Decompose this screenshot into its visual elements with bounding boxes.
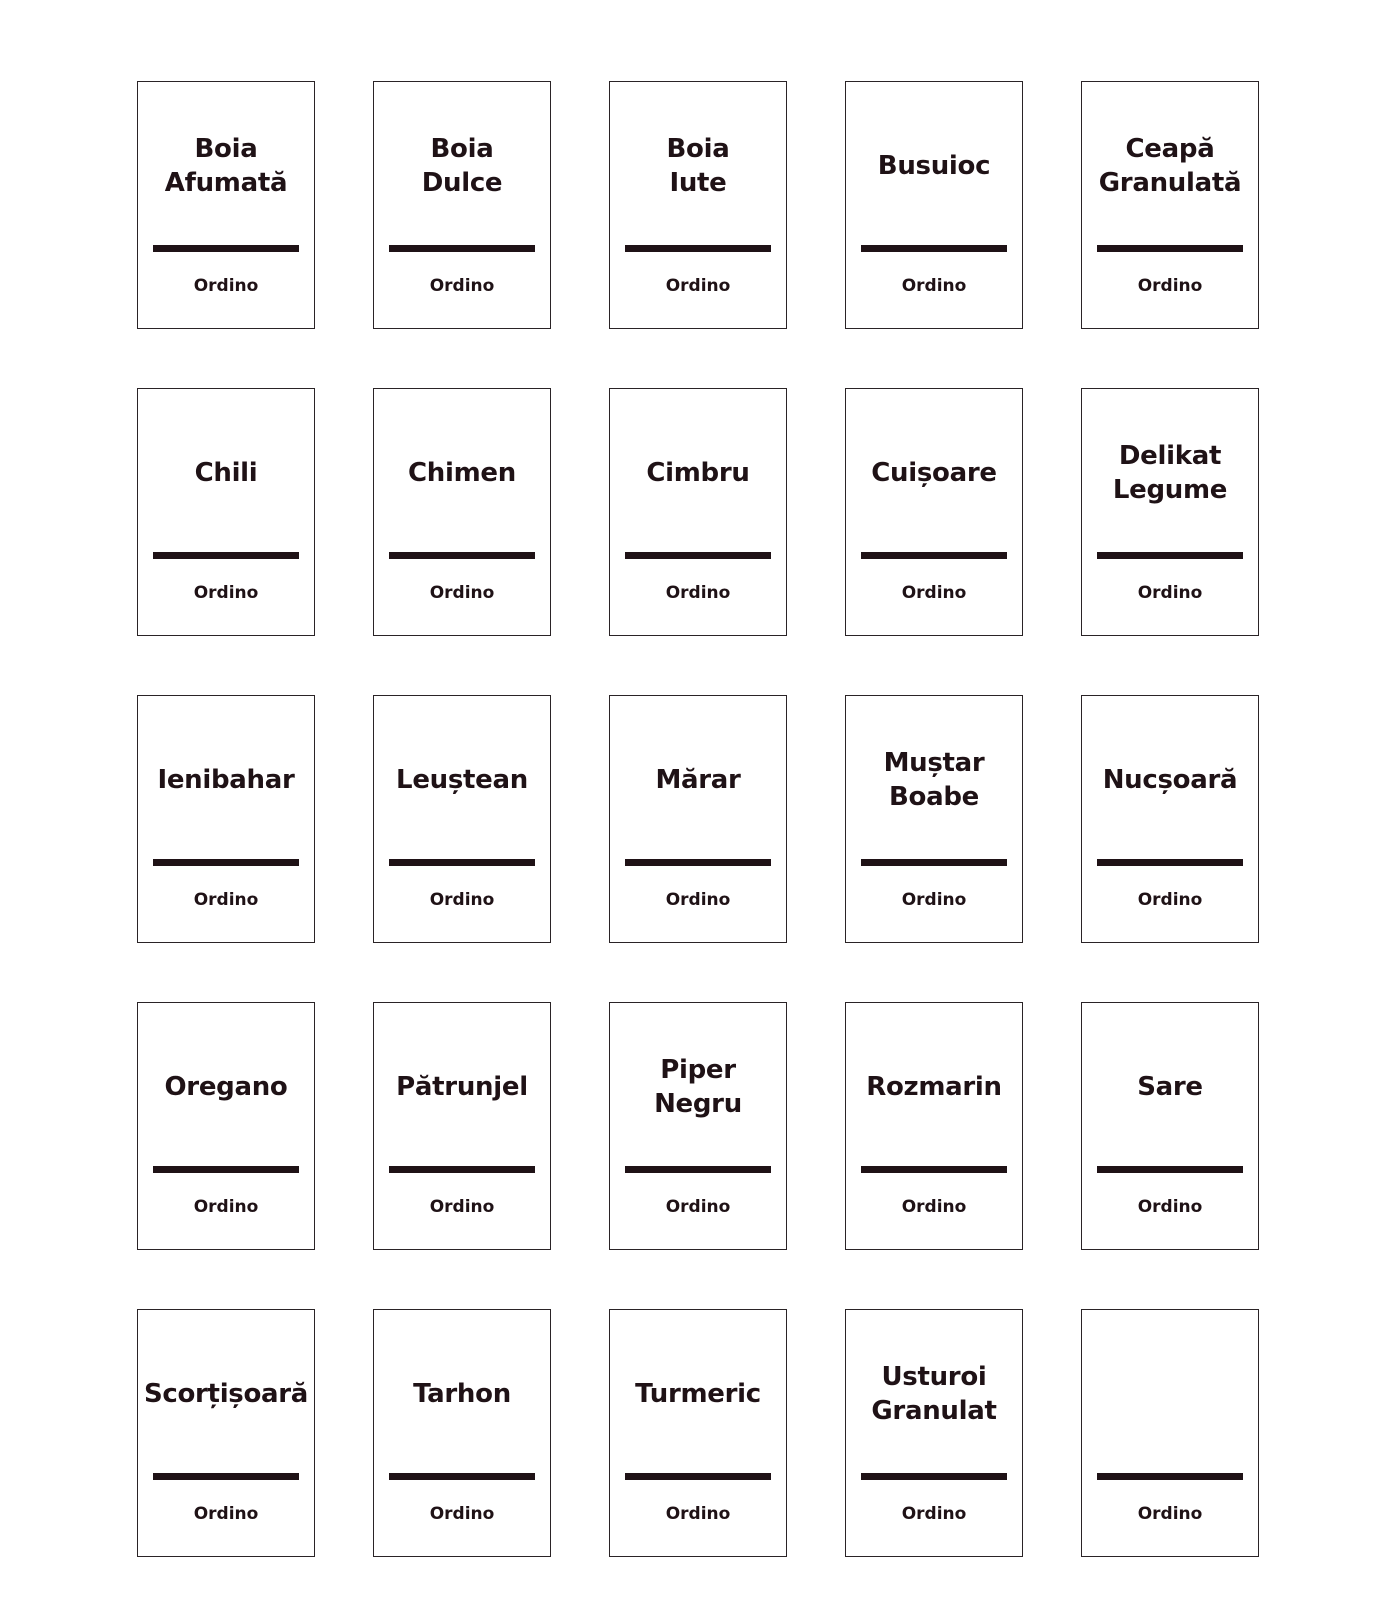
- label-name-area: [846, 1358, 1022, 1430]
- divider-bar: [153, 1166, 299, 1173]
- spice-name: Turmeric: [635, 1379, 761, 1409]
- label-name-area: [610, 744, 786, 816]
- brand-name: Ordino: [665, 1197, 731, 1217]
- spice-name: Usturoi Granulat: [871, 1362, 997, 1426]
- spice-label: [845, 695, 1023, 943]
- spice-name: Busuioc: [877, 151, 991, 181]
- divider-bar: [153, 859, 299, 866]
- brand-name: Ordino: [1137, 1504, 1203, 1524]
- brand-name: Ordino: [193, 1197, 259, 1217]
- brand-name: Ordino: [665, 890, 731, 910]
- divider-bar: [389, 552, 535, 559]
- spice-label: [609, 695, 787, 943]
- spice-label: [1081, 1002, 1259, 1250]
- spice-name: Rozmarin: [866, 1072, 1002, 1102]
- spice-name: Ienibahar: [157, 765, 295, 795]
- spice-name: Ceapă Granulată: [1098, 134, 1242, 198]
- spice-name: Mărar: [655, 765, 741, 795]
- spice-name: Muștar Boabe: [883, 748, 985, 812]
- label-name-area: [610, 1051, 786, 1123]
- spice-label: [609, 1309, 787, 1557]
- brand-name: Ordino: [1137, 890, 1203, 910]
- divider-bar: [389, 1166, 535, 1173]
- brand-name: Ordino: [429, 1504, 495, 1524]
- divider-bar: [153, 1473, 299, 1480]
- divider-bar: [861, 245, 1007, 252]
- spice-label: [373, 81, 551, 329]
- spice-label: [1081, 81, 1259, 329]
- spice-label: [845, 1002, 1023, 1250]
- label-name-area: [374, 130, 550, 202]
- divider-bar: [861, 1166, 1007, 1173]
- spice-label: [845, 1309, 1023, 1557]
- label-name-area: [846, 744, 1022, 816]
- brand-name: Ordino: [1137, 276, 1203, 296]
- spice-label: [845, 81, 1023, 329]
- spice-label: [373, 1309, 551, 1557]
- spice-name: Boia Iute: [666, 134, 730, 198]
- spice-label: [137, 1309, 315, 1557]
- divider-bar: [1097, 552, 1243, 559]
- brand-name: Ordino: [665, 583, 731, 603]
- brand-name: Ordino: [901, 1197, 967, 1217]
- label-name-area: [1082, 744, 1258, 816]
- spice-name: Pătrunjel: [396, 1072, 528, 1102]
- brand-name: Ordino: [193, 276, 259, 296]
- divider-bar: [861, 859, 1007, 866]
- divider-bar: [153, 245, 299, 252]
- label-name-area: [846, 1051, 1022, 1123]
- label-name-area: [1082, 1358, 1258, 1430]
- brand-name: Ordino: [901, 583, 967, 603]
- spice-label: [137, 81, 315, 329]
- spice-name: Delikat Legume: [1112, 441, 1228, 505]
- divider-bar: [1097, 859, 1243, 866]
- spice-label: [1081, 388, 1259, 636]
- spice-name: Tarhon: [413, 1379, 511, 1409]
- brand-name: Ordino: [901, 890, 967, 910]
- brand-name: Ordino: [193, 1504, 259, 1524]
- label-name-area: [138, 744, 314, 816]
- spice-name: Sare: [1137, 1072, 1203, 1102]
- label-name-area: [138, 1358, 314, 1430]
- spice-label: [609, 1002, 787, 1250]
- spice-name: Nucșoară: [1102, 765, 1238, 795]
- label-name-area: [1082, 1051, 1258, 1123]
- spice-label: [137, 388, 315, 636]
- brand-name: Ordino: [429, 890, 495, 910]
- divider-bar: [625, 1473, 771, 1480]
- brand-name: Ordino: [665, 1504, 731, 1524]
- spice-label: [609, 81, 787, 329]
- divider-bar: [1097, 245, 1243, 252]
- divider-bar: [861, 552, 1007, 559]
- spice-label: [137, 695, 315, 943]
- divider-bar: [625, 552, 771, 559]
- label-name-area: [1082, 437, 1258, 509]
- spice-label: [845, 388, 1023, 636]
- label-name-area: [374, 1358, 550, 1430]
- brand-name: Ordino: [429, 276, 495, 296]
- label-name-area: [610, 130, 786, 202]
- divider-bar: [625, 859, 771, 866]
- brand-name: Ordino: [429, 1197, 495, 1217]
- spice-name: Boia Dulce: [421, 134, 503, 198]
- brand-name: Ordino: [193, 890, 259, 910]
- spice-name: Leuștean: [396, 765, 528, 795]
- label-name-area: [374, 1051, 550, 1123]
- spice-name: Chimen: [408, 458, 516, 488]
- label-name-area: [138, 130, 314, 202]
- divider-bar: [1097, 1473, 1243, 1480]
- spice-label: [1081, 695, 1259, 943]
- spice-name: Scorțișoară: [143, 1379, 309, 1409]
- divider-bar: [625, 1166, 771, 1173]
- blank-label: [1081, 1309, 1259, 1557]
- label-name-area: [1082, 130, 1258, 202]
- brand-name: Ordino: [1137, 583, 1203, 603]
- label-name-area: [374, 437, 550, 509]
- label-name-area: [610, 1358, 786, 1430]
- spice-label: [137, 1002, 315, 1250]
- divider-bar: [389, 859, 535, 866]
- divider-bar: [1097, 1166, 1243, 1173]
- spice-label: [373, 695, 551, 943]
- spice-label: [373, 388, 551, 636]
- brand-name: Ordino: [901, 276, 967, 296]
- label-name-area: [846, 130, 1022, 202]
- brand-name: Ordino: [665, 276, 731, 296]
- label-name-area: [846, 437, 1022, 509]
- spice-label: [373, 1002, 551, 1250]
- spice-name: Piper Negru: [654, 1055, 742, 1119]
- divider-bar: [153, 552, 299, 559]
- label-name-area: [138, 1051, 314, 1123]
- spice-name: Boia Afumată: [164, 134, 288, 198]
- label-name-area: [374, 744, 550, 816]
- divider-bar: [389, 245, 535, 252]
- spice-name: Chili: [194, 458, 258, 488]
- label-name-area: [610, 437, 786, 509]
- brand-name: Ordino: [429, 583, 495, 603]
- divider-bar: [625, 245, 771, 252]
- divider-bar: [861, 1473, 1007, 1480]
- label-name-area: [138, 437, 314, 509]
- divider-bar: [389, 1473, 535, 1480]
- spice-name: Cuișoare: [871, 458, 997, 488]
- brand-name: Ordino: [901, 1504, 967, 1524]
- spice-name: Cimbru: [646, 458, 750, 488]
- brand-name: Ordino: [193, 583, 259, 603]
- brand-name: Ordino: [1137, 1197, 1203, 1217]
- spice-name: Oregano: [164, 1072, 288, 1102]
- spice-label: [609, 388, 787, 636]
